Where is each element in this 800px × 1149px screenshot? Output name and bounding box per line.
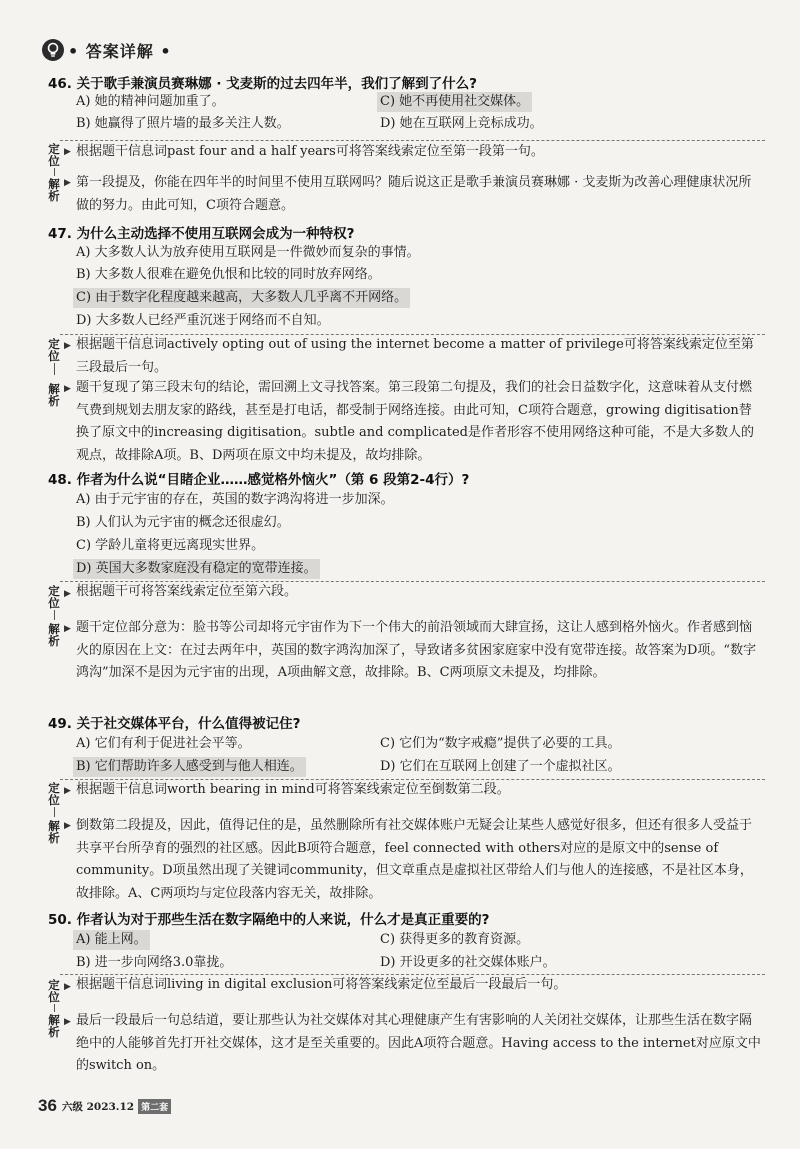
locate-label: 定位: [48, 337, 60, 363]
option-46-c-answer: C) 她不再使用社交媒体。: [377, 92, 532, 112]
locate-text-49: 根据题干信息词worth bearing in mind可将答案线索定位至倒数第二段。: [76, 782, 510, 797]
section-header: [42, 38, 172, 62]
tag-connector: [54, 1004, 55, 1012]
explain-label: 解析: [48, 177, 60, 203]
locate-text-50: 根据题干信息词living in digital exclusion可将答案线索定位至最后一段最后一句。: [76, 977, 567, 992]
tag-connector: [54, 807, 55, 817]
option-48-c: C) 学龄儿童将更远离现实世界。: [76, 538, 265, 553]
option-50-c: C) 获得更多的教育资源。: [380, 932, 530, 947]
locate-label: 定位: [48, 142, 60, 168]
arrow-icon: ▶: [64, 178, 71, 188]
page-footer: [38, 1096, 171, 1116]
question-title-49: 49. 关于社交媒体平台，什么值得被记住?: [48, 716, 301, 732]
set-badge: 第二套: [138, 1099, 171, 1114]
question-title-50: 50. 作者认为对于那些生活在数字隔绝中的人来说，什么才是真正重要的?: [48, 912, 490, 928]
option-47-d: D) 大多数人已经严重沉迷于网络而不自知。: [76, 313, 330, 328]
explain-label: 解析: [48, 622, 60, 648]
option-47-b: B) 大多数人很难在避免仇恨和比较的同时放弃网络。: [76, 267, 381, 282]
option-48-b: B) 人们认为元宇宙的概念还很虚幻。: [76, 515, 290, 530]
explain-label: 解析: [48, 1013, 60, 1039]
arrow-icon: ▶: [64, 821, 71, 831]
arrow-icon: ▶: [64, 786, 71, 796]
question-title-46: 46. 关于歌手兼演员赛琳娜 · 戈麦斯的过去四年半，我们了解到了什么?: [48, 76, 477, 92]
edition-label: 六级 2023.12: [61, 1100, 135, 1113]
option-46-b: B) 她赢得了照片墙的最多关注人数。: [76, 116, 290, 131]
option-48-a: A) 由于元宇宙的存在，英国的数字鸿沟将进一步加深。: [76, 492, 394, 507]
tag-connector: [54, 363, 55, 375]
explain-text-48: 题干定位部分意为：脸书等公司却将元宇宙作为下一个伟大的前沿领域而大肆宣扬，这让人感到格外恼火。作者感到恼火的原因在上文：在过去两年中，英国的数字鸿沟加深了，导致诸多贫困家庭家中没有宽带连接。故答案为D项。“数字鸿沟”加深不是因为元宇宙的出现，A项曲解文意，故排除。B、C两项原文未提及，均排除。: [76, 620, 757, 680]
locate-text-48: 根据题干可将答案线索定位至第六段。: [76, 584, 298, 599]
page-number: 36: [38, 1096, 57, 1115]
tag-connector: [54, 610, 55, 620]
option-47-a: A) 大多数人认为放弃使用互联网是一件微妙而复杂的事情。: [76, 245, 420, 260]
option-49-a: A) 它们有利于促进社会平等。: [76, 736, 251, 751]
locate-label: 定位: [48, 781, 60, 807]
option-46-a: A) 她的精神问题加重了。: [76, 94, 225, 109]
explain-label: 解析: [48, 382, 60, 408]
option-49-c: C) 它们为“数字戒瘾”提供了必要的工具。: [380, 736, 621, 751]
locate-label: 定位: [48, 978, 60, 1004]
section-title: • 答案详解 •: [68, 41, 172, 61]
question-title-47: 47. 为什么主动选择不使用互联网会成为一种特权?: [48, 226, 355, 242]
lightbulb-icon: [42, 39, 64, 61]
explain-text-50: 最后一段最后一句总结道，要让那些认为社交媒体对其心理健康产生有害影响的人关闭社交媒体，让那些生活在数字隔绝中的人能够首先打开社交媒体，这才是至关重要的。因此A项符合题意。Having access to the internet对应原文中的switch on。: [76, 1013, 761, 1073]
option-48-d-answer: D) 英国大多数家庭没有稳定的宽带连接。: [73, 559, 320, 579]
explain-text-46: 第一段提及，你能在四年半的时间里不使用互联网吗？随后说这正是歌手兼演员赛琳娜 · 戈麦斯为改善心理健康状况所做的努力。由此可知，C项符合题意。: [76, 175, 752, 213]
arrow-icon: ▶: [64, 982, 71, 992]
arrow-icon: ▶: [64, 624, 71, 634]
explain-label: 解析: [48, 819, 60, 845]
locate-label: 定位: [48, 584, 60, 610]
locate-text-46: 根据题干信息词past four and a half years可将答案线索定位至第一段第一句。: [76, 144, 544, 159]
arrow-icon: ▶: [64, 341, 71, 351]
option-50-a-answer: A) 能上网。: [73, 930, 150, 950]
explain-text-47: 题干复现了第三段末句的结论，需回溯上文寻找答案。第三段第二句提及，我们的社会日益数字化，这意味着从支付燃气费到规划去朋友家的路线，甚至是打电话，都受制于网络连接。由此可知，C项符合题意，growing digitisation替换了原文中的increasing digitisation。subtle and complicated是作者形容不使用网络这种可能，不是大多数人的观点，故排除A项。B、D两项在原文中均未提及，故均排除。: [76, 380, 754, 463]
explain-text-49: 倒数第二段提及，因此，值得记住的是，虽然删除所有社交媒体账户无疑会让某些人感觉好很多，但还有很多人受益于共享平台所孕育的强烈的社区感。因此B项符合题意，feel connected with others对应的是原文中的sense of community。D项虽然出现了关键词community，但文章重点是虚拟社区带给人们与他人的连接感，不是社区本身，故排除。A、C两项均与定位段落内容无关，故排除。: [76, 818, 753, 901]
tag-connector: [54, 168, 55, 176]
arrow-icon: ▶: [64, 384, 71, 394]
locate-text-47: 根据题干信息词actively opting out of using the internet become a matter of privilege可将答案线索定位至第三段最后一句。: [76, 337, 754, 375]
arrow-icon: ▶: [64, 1017, 71, 1027]
option-49-d: D) 它们在互联网上创建了一个虚拟社区。: [380, 759, 621, 774]
option-47-c-answer: C) 由于数字化程度越来越高，大多数人几乎离不开网络。: [73, 288, 410, 308]
option-50-b: B) 进一步向网络3.0靠拢。: [76, 955, 233, 970]
arrow-icon: ▶: [64, 147, 71, 157]
option-46-d: D) 她在互联网上竞标成功。: [380, 116, 543, 131]
question-title-48: 48. 作者为什么说“目睹企业……感觉格外恼火”（第 6 段第2-4行）?: [48, 472, 470, 488]
option-50-d: D) 开设更多的社交媒体账户。: [380, 955, 556, 970]
arrow-icon: ▶: [64, 589, 71, 599]
option-49-b-answer: B) 它们帮助许多人感受到与他人相连。: [73, 757, 306, 777]
